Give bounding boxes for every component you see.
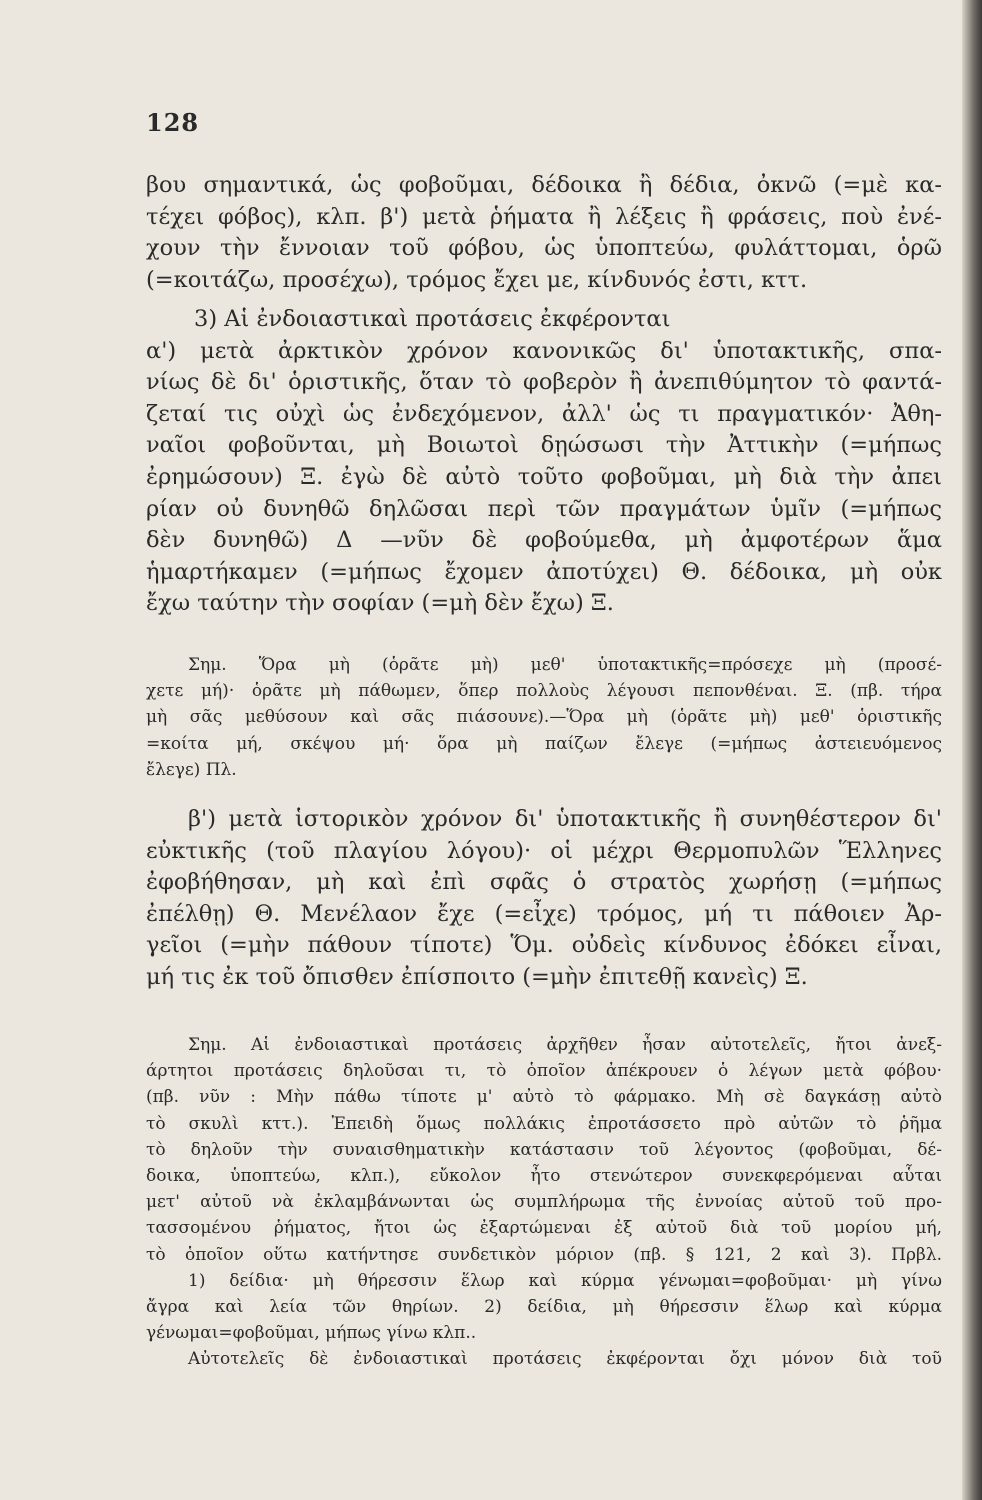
note-line: τασσομένου ῥήματος, ἤτοι ὡς ἐξαρτώμεναι ἐξ αὐτοῦ διὰ τοῦ μορίου μή, xyxy=(146,1218,942,1239)
note-line: δοικα, ὑποπτεύω, κλπ.), εὔκολον ἦτο στενώτερον συνεκφερόμεναι αὗται xyxy=(146,1166,942,1187)
text-line: ναῖοι φοβοῦνται, μὴ Βοιωτοὶ δῃώσωσι τὴν Ἀττικὴν (=μήπως xyxy=(146,432,942,459)
note-line: Σημ. Ὅρα μὴ (ὁρᾶτε μὴ) μεθ' ὑποτακτικῆς=πρόσεχε μὴ (προσέ- xyxy=(188,655,942,675)
paragraph-fear-verbs xyxy=(146,170,942,296)
text-line: ἡμαρτήκαμεν (=μήπως ἔχομεν ἀποτύχει) Θ. δέδοικα, μὴ οὐκ xyxy=(146,558,942,585)
note-line: (πβ. νῦν : Μὴν πάθω τίποτε μ' αὐτὸ τὸ φάρμακο. Μὴ σὲ δαγκάσῃ αὐτὸ xyxy=(146,1087,942,1108)
text-line: ἐπέλθῃ) Θ. Μενέλαον ἔχε (=εἶχε) τρόμος, μή τι πάθοιεν Ἀρ- xyxy=(146,900,942,927)
note-line: τὸ ὁποῖον οὕτω κατήντησε συνδετικὸν μόριον (πβ. § 121, 2 καὶ 3). Πρβλ. xyxy=(146,1244,942,1265)
text-line: χουν τὴν ἔννοιαν τοῦ φόβου, ὡς ὑποπτεύω, φυλάττομαι, ὁρῶ xyxy=(146,235,942,262)
text-line: εὐκτικῆς (τοῦ πλαγίου λόγου)· οἱ μέχρι Θερμοπυλῶν Ἕλληνες xyxy=(146,837,942,864)
note-line: τὸ δηλοῦν τὴν συναισθηματικὴν κατάστασιν τοῦ λέγοντος (φοβοῦμαι, δέ- xyxy=(146,1139,942,1160)
book-spine-shadow xyxy=(962,0,982,1500)
text-line: ἐφοβήθησαν, μὴ καὶ ἐπὶ σφᾶς ὁ στρατὸς χωρήσῃ (=μήπως xyxy=(146,869,942,896)
text-line: (=κοιτάζω, προσέχω), τρόμος ἔχει με, κίνδυνός ἐστι, κττ. xyxy=(146,266,808,293)
note-line: άρτητοι προτάσεις δηλοῦσαι τι, τὸ ὁποῖον ἀπέκρουεν ὁ λέγων μετὰ φόβου· xyxy=(146,1061,942,1082)
note-line: γένωμαι=φοβοῦμαι, μήπως γίνω κλπ.. xyxy=(146,1323,477,1344)
note-line: =κοίτα μή, σκέψου μή· ὅρα μὴ παίζων ἔλεγε (=μήπως ἀστειευόμενος xyxy=(146,733,942,754)
text-line: μή τις ἐκ τοῦ ὄπισθεν ἐπίσποιτο (=μὴν ἐπιτεθῇ κανεὶς) Ξ. xyxy=(146,963,808,990)
note-line: μετ' αὐτοῦ νὰ ἐκλαμβάνωνται ὡς συμπλήρωμα τῆς ἐννοίας αὐτοῦ τοῦ προ- xyxy=(146,1192,942,1213)
text-line: ἔχω ταύτην τὴν σοφίαν (=μὴ δὲν ἔχω) Ξ. xyxy=(146,590,614,617)
text-line: 3) Αἱ ἐνδοιαστικαὶ προτάσεις ἐκφέρονται xyxy=(194,306,671,332)
text-line: βου σημαντικά, ὡς φοβοῦμαι, δέδοικα ἢ δέδια, ὀκνῶ (=μὲ κα- xyxy=(146,172,942,198)
note-line: 1) δείδια· μὴ θήρεσσιν ἕλωρ καὶ κύρμα γένωμαι=φοβοῦμαι· μὴ γίνω xyxy=(188,1270,942,1291)
note-line: Σημ. Αἱ ἐνδοιαστικαὶ προτάσεις ἀρχῆθεν ἦσαν αὐτοτελεῖς, ἤτοι ἀνεξ- xyxy=(188,1035,942,1055)
text-line: νίως δὲ δι' ὁριστικῆς, ὅταν τὸ φοβερὸν ἢ ἀνεπιθύμητον τὸ φαντά- xyxy=(146,369,942,396)
paragraph-clauses-historic xyxy=(146,804,942,994)
note-line: ἔλεγε) Πλ. xyxy=(146,759,237,780)
text-line: δὲν δυνηθῶ) Δ —νῦν δὲ φοβούμεθα, μὴ ἀμφοτέρων ἅμα xyxy=(146,527,942,554)
text-line: β') μετὰ ἱστορικὸν χρόνον δι' ὑποτακτικῆς ἢ συνηθέστερον δι' xyxy=(188,806,942,832)
paragraph-clauses-primary xyxy=(146,304,942,620)
page-number: 128 xyxy=(146,108,200,137)
note-line: τὸ σκυλὶ κττ.). Ἐπειδὴ ὅμως πολλάκις ἐπροτάσσετο πρὸ αὐτῶν τὸ ῥῆμα xyxy=(146,1113,942,1134)
note-ora-me xyxy=(146,652,942,783)
text-line: τέχει φόβος), κλπ. β') μετὰ ῥήματα ἢ λέξεις ἢ φράσεις, ποὺ ἐνέ- xyxy=(146,203,942,230)
text-line: ρίαν οὐ δυνηθῶ δηλῶσαι περὶ τῶν πραγμάτων ὑμῖν (=μήπως xyxy=(146,495,942,522)
text-line: ζεταί τις οὐχὶ ὡς ἐνδεχόμενον, ἀλλ' ὡς τι πραγματικόν· Ἀθη- xyxy=(146,400,942,427)
note-line: χετε μή)· ὁρᾶτε μὴ πάθωμεν, ὅπερ πολλοὺς λέγουσι πεπονθέναι. Ξ. (πβ. τήρα xyxy=(146,681,942,702)
text-line: ἐρημώσουν) Ξ. ἐγὼ δὲ αὐτὸ τοῦτο φοβοῦμαι, μὴ διὰ τὴν ἀπει xyxy=(146,463,942,490)
note-line: ἄγρα καὶ λεία τῶν θηρίων. 2) δείδια, μὴ θήρεσσιν ἕλωρ καὶ κύρμα xyxy=(146,1297,942,1318)
text-line: α') μετὰ ἀρκτικὸν χρόνον κανονικῶς δι' ὑποτακτικῆς, σπα- xyxy=(146,337,942,364)
text-line: γεῖοι (=μὴν πάθουν τίποτε) Ὅμ. οὐδεὶς κίνδυνος ἐδόκει εἶναι, xyxy=(146,932,942,959)
note-line: Αὐτοτελεῖς δὲ ἐνδοιαστικαὶ προτάσεις ἐκφέρονται ὄχι μόνον διὰ τοῦ xyxy=(188,1349,942,1370)
note-line: μὴ σᾶς μεθύσουν καὶ σᾶς πιάσουνε).—Ὅρα μὴ (ὁρᾶτε μὴ) μεθ' ὁριστικῆς xyxy=(146,707,942,728)
note-independent-clauses xyxy=(146,1032,942,1373)
